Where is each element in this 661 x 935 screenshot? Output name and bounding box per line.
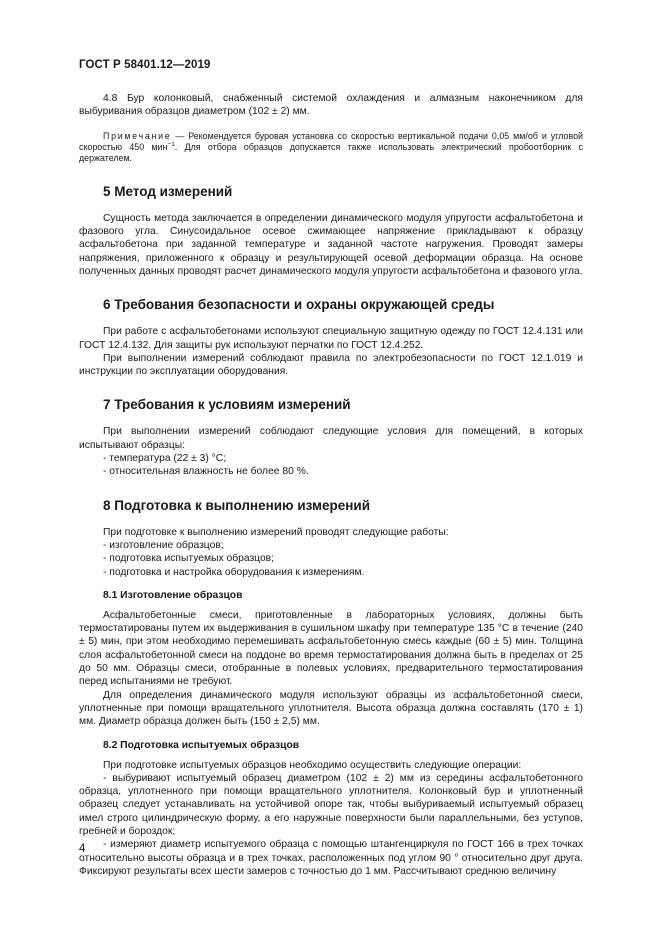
section-5-paragraph: Сущность метода заключается в определении динамического модуля упругости асфальтобетона и фазового угла. Синусоидальное осевое сжимающее напряжение прикладывают к образцу асфальтобетона при заданной температуре и заданной частоте нагружения. Проводят замеры напряжения, приложенного к образцу и результирующей осевой деформации образца. На основе полученных данных проводят расчет динамического модуля упругости асфальтобетона и фазового угла. [79, 212, 583, 277]
document-body [79, 92, 583, 878]
section-7-list-item: - относительная влажность не более 80 %. [103, 466, 309, 478]
section-8-list-item: - подготовка и настройка оборудования к измерениям. [103, 566, 365, 578]
section-7-paragraph: При выполнении измерений соблюдают следующие условия для помещений, в которых испытывают образцы: [79, 426, 583, 451]
section-8-list-item: - изготовление образцов; [103, 539, 224, 551]
section-6-title: 6 Требования безопасности и охраны окружающей среды [103, 297, 495, 313]
section-8-2-title: 8.2 Подготовка испытуемых образцов [103, 739, 300, 751]
section-5-title: 5 Метод измерений [103, 183, 233, 199]
section-8-title: 8 Подготовка к выполнению измерений [103, 497, 370, 513]
section-8-2-list-item: - измеряют диаметр испытуемого образца с помощью штангенциркуля по ГОСТ 166 в трех точках относительно высоты образца и в трех точках, расположенных под углом 90 ° относительно друг друга. Фиксируют результаты всех шести замеров с точностью до 1 мм. Рассчитывают среднюю величину [79, 839, 583, 877]
section-8-1-paragraph-1: Асфальтобетонные смеси, приготовленные в лабораторных условиях, должны быть термостатированы путем их выдерживания в сушильном шкафу при температуре 135 °C в течение (240 ± 5) мин, при этом необходимо перемешивать асфальтобетонную смесь каждые (60 ± 5) мин. Толщина слоя асфальтобетонной смеси на поддоне во время термостатирования должна быть в пределах от 25 до 50 мм. Образцы смеси, отобранные в полевых условиях, предварительного термостатирования перед испытаниями не требуют. [79, 609, 583, 688]
section-8-1-paragraph-2: Для определения динамического модуля используют образцы из асфальтобетонной смеси, уплотненные при помощи вращательного уплотнителя. Высота образца должна составлять (170 ± 1) мм. Диаметр образца должен быть (150 ± 2,5) мм. [79, 689, 583, 728]
section-6-paragraph-2: При выполнении измерений соблюдают правила по электробезопасности по ГОСТ 12.1.019 и инструкции по эксплуатации оборудования. [79, 352, 583, 378]
section-8-1-title: 8.1 Изготовление образцов [103, 589, 243, 601]
section-7-list-item: - температура (22 ± 3) °C; [103, 453, 227, 465]
paragraph-4-8: 4.8 Бур колонковый, снабженный системой охлаждения и алмазным наконечником для выбуривания образцов диаметром (102 ± 2) мм. [79, 93, 583, 118]
page-number: 4 [79, 843, 86, 855]
note-text-before: — Рекомендуется буровая установка со скоростью вертикальной подачи 0,05 мм/об и угловой скоростью 450 мин [79, 130, 583, 152]
note-text-after: . Для отбора образцов допускается также использовать электрический пробоотборник с держателем. [79, 142, 583, 164]
note-exponent: −1 [167, 141, 175, 149]
note-label: Примечание [103, 130, 172, 141]
section-8-2-paragraph: При подготовке испытуемых образцов необходимо осуществить следующие операции: [103, 759, 522, 771]
document-header: ГОСТ Р 58401.12—2019 [79, 59, 211, 71]
note [79, 131, 583, 165]
section-8-paragraph: При подготовке к выполнению измерений проводят следующие работы: [103, 526, 449, 538]
section-8-list-item: - подготовка испытуемых образцов; [103, 553, 274, 565]
section-8-2-list-item: - выбуривают испытуемый образец диаметром (102 ± 2) мм из середины асфальтобетонного образца, уплотненного при помощи вращательного уплотнителя. Колонковый бур и уплотненный образец следует устанавливать на устойчивой опоре так, чтобы выбуриваемый испытуемый образец имел строго цилиндрическую форму, а его наружные поверхности были параллельными, без уступов, гребней и бороздок; [79, 772, 583, 838]
section-7-title: 7 Требования к условиям измерений [103, 397, 351, 413]
section-6-paragraph-1: При работе с асфальтобетонами используют специальную защитную одежду по ГОСТ 12.4.131 или ГОСТ 12.4.132. Для защиты рук используют перчатки по ГОСТ 12.4.252. [79, 326, 583, 351]
